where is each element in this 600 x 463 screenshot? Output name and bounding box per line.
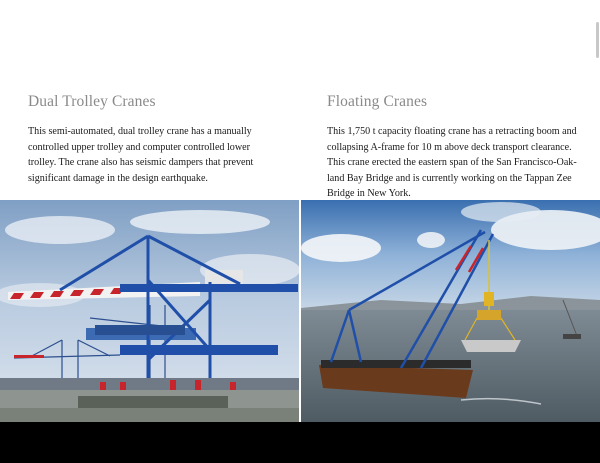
scrollbar-thumb[interactable]	[596, 22, 599, 58]
footer-bar	[0, 422, 600, 463]
floating-cranes-heading: Floating Cranes	[327, 93, 428, 110]
text-line: land Bay Bridge and is currently working on the Tappan Zee	[327, 172, 572, 184]
text-line: controlled upper trolley and computer controlled lower	[28, 141, 250, 153]
text-line: This crane erected the eastern span of the San Francisco-Oak-	[327, 157, 577, 168]
floating-crane-photo	[301, 200, 600, 422]
dual-trolley-section	[28, 92, 290, 186]
text-line: This semi-automated, dual trolley crane has a manually	[28, 126, 252, 137]
dual-trolley-description	[28, 124, 290, 186]
text-line: trolley. The crane also has seismic dampers that prevent	[28, 157, 254, 168]
text-line: Bridge in New York.	[327, 188, 411, 199]
dual-trolley-crane-photo	[0, 200, 299, 422]
text-line: significant damage in the design earthquake.	[28, 172, 208, 184]
text-line: This 1,750 t capacity floating crane has a retracting boom and	[327, 126, 577, 137]
floating-cranes-description	[327, 124, 589, 202]
floating-cranes-section	[327, 92, 589, 202]
text-line: collapsing A-frame for 10 m above deck transport clearance.	[327, 141, 572, 153]
dual-trolley-heading: Dual Trolley Cranes	[28, 93, 156, 110]
